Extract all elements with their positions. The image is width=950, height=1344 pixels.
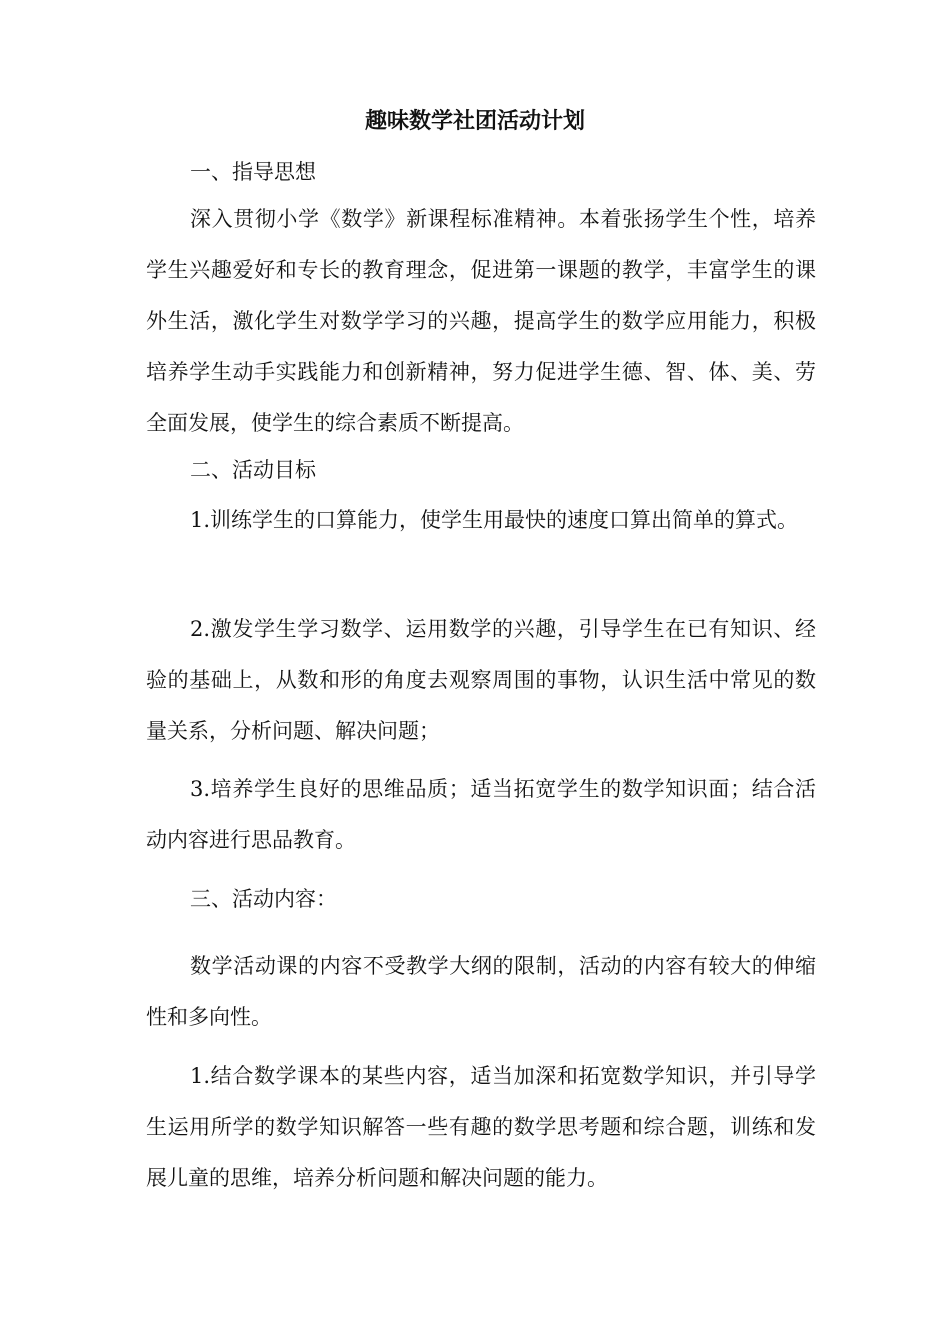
- section-heading-activity-goals: 二、活动目标: [190, 458, 316, 482]
- paragraph-activity-content: 数学活动课的内容不受教学大纲的限制，活动的内容有较大的伸缩性和多向性。: [146, 954, 816, 1029]
- goal-item-3: 3.培养学生良好的思维品质；适当拓宽学生的数学知识面；结合活动内容进行思品教育。: [146, 777, 816, 852]
- paragraph-guiding-ideology: 深入贯彻小学《数学》新课程标准精神。本着张扬学生个性，培养学生兴趣爱好和专长的教育理念，促进第一课题的教学，丰富学生的课外生活，激化学生对数学学习的兴趣，提高学生的数学应用能力，积极培养学生动手实践能力和创新精神，努力促进学生德、智、体、美、劳全面发展，使学生的综合素质不断提高。: [146, 207, 816, 435]
- section-heading-activity-content: 三、活动内容：: [190, 887, 337, 911]
- document-title: 趣味数学社团活动计划: [364, 108, 585, 134]
- goal-item-2: 2.激发学生学习数学、运用数学的兴趣，引导学生在已有知识、经验的基础上，从数和形的角度去观察周围的事物，认识生活中常见的数量关系，分析问题、解决问题；: [146, 617, 816, 743]
- content-item-1: 1.结合数学课本的某些内容，适当加深和拓宽数学知识，并引导学生运用所学的数学知识解答一些有趣的数学思考题和综合题，训练和发展儿童的思维，培养分析问题和解决问题的能力。: [146, 1064, 816, 1190]
- goal-item-1: 1.训练学生的口算能力，使学生用最快的速度口算出简单的算式。: [190, 508, 799, 532]
- section-heading-guiding-ideology: 一、指导思想: [190, 160, 316, 184]
